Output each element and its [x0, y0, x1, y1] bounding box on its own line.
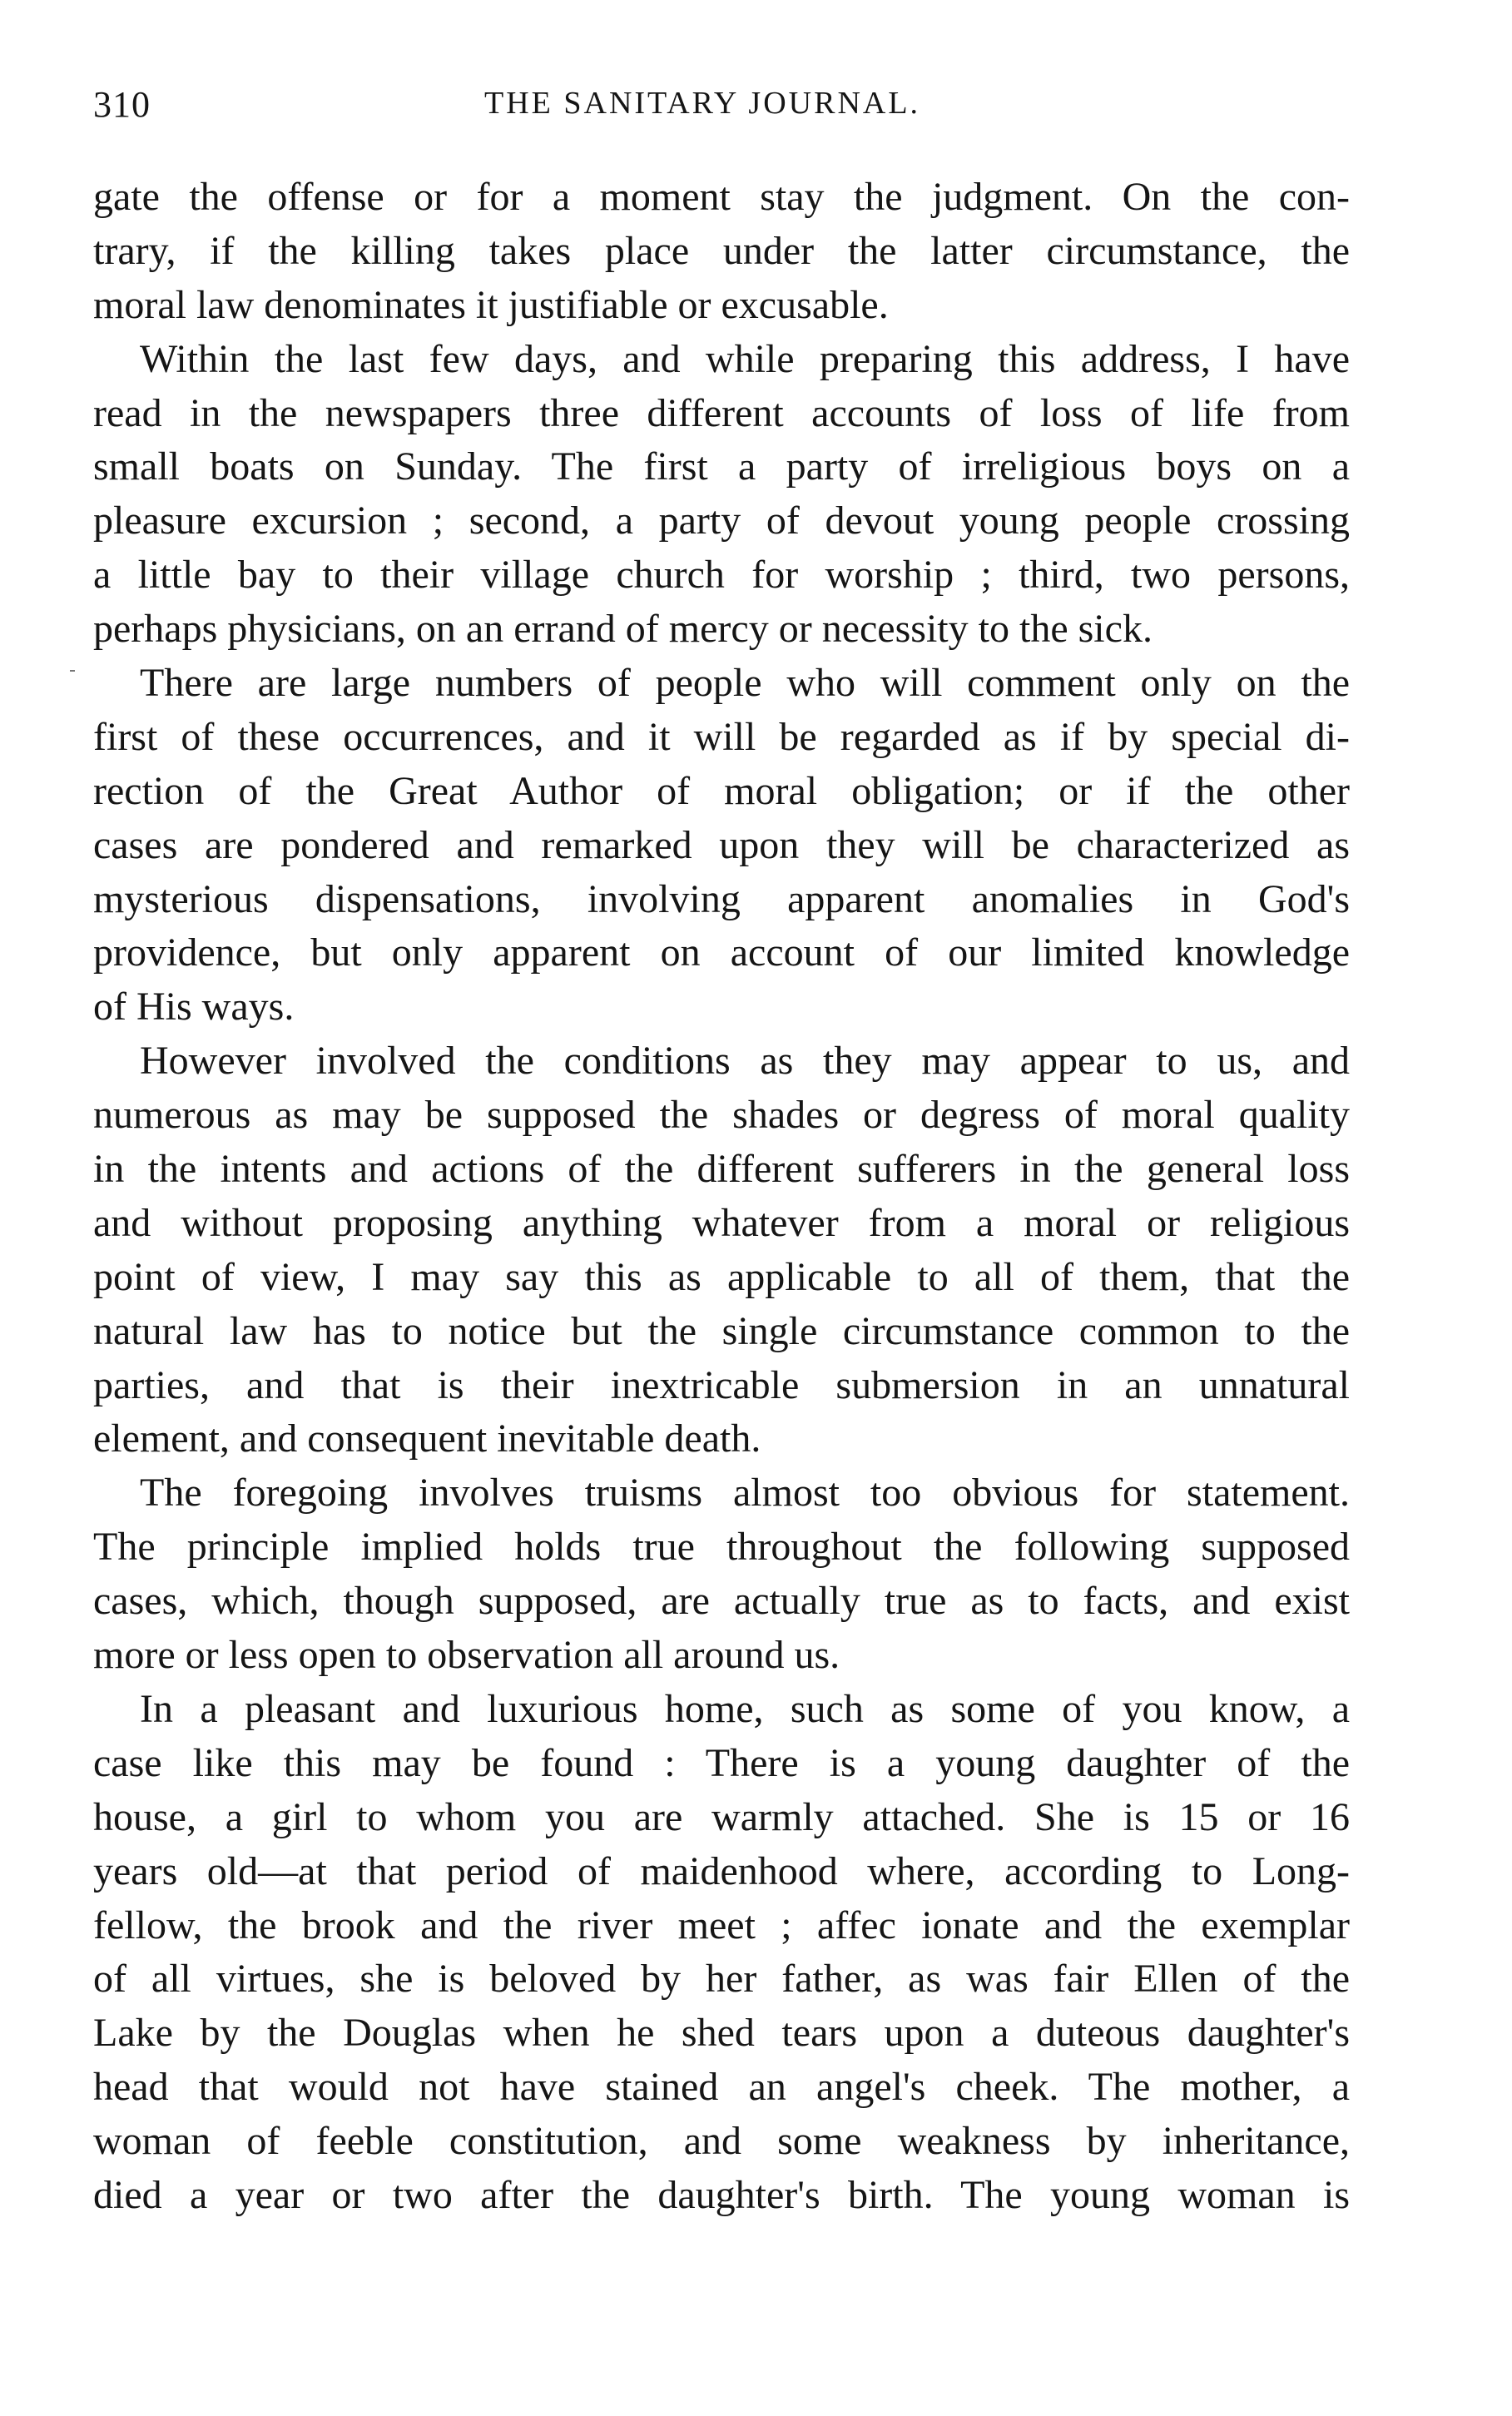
text-line: more or less open to observation all around us.	[93, 1633, 840, 1678]
text-line: However involved the conditions as they may appear to us, and	[140, 1039, 1350, 1084]
text-line: Within the last few days, and while preparing this address, I have	[140, 336, 1350, 381]
page-number: 310	[93, 84, 151, 125]
text-line: case like this may be found : There is a young daughter of the	[93, 1740, 1350, 1785]
text-line: and without proposing anything whatever from a moral or religious	[93, 1200, 1350, 1245]
paragraph	[93, 1683, 1350, 2223]
text-line: head that would not have stained an angel's cheek. The mother, a	[93, 2065, 1350, 2110]
text-line: The foregoing involves truisms almost too obvious for statement.	[140, 1471, 1350, 1516]
text-line: perhaps physicians, on an errand of mercy or necessity to the sick.	[93, 607, 1153, 652]
text-line: rection of the Great Author of moral obligation; or if the other	[93, 768, 1350, 813]
text-line: of His ways.	[93, 985, 295, 1029]
text-line: In a pleasant and luxurious home, such as some of you know, a	[140, 1686, 1350, 1731]
text-line: a little bay to their village church for worship ; third, two persons,	[93, 553, 1350, 598]
journal-title: THE SANITARY JOURNAL.	[484, 86, 921, 121]
text-line: woman of feeble constitution, and some weakness by inheritance,	[93, 2119, 1350, 2164]
text-line: The principle implied holds true throughout the following supposed	[93, 1525, 1350, 1570]
text-line: in the intents and actions of the different sufferers in the general loss	[93, 1147, 1350, 1192]
paragraph	[93, 171, 1350, 333]
text-line: providence, but only apparent on account of our limited knowledge	[93, 930, 1350, 975]
text-line: element, and consequent inevitable death.	[93, 1416, 761, 1461]
text-line: died a year or two after the daughter's birth. The young woman is	[93, 2172, 1350, 2217]
text-line: first of these occurrences, and it will be regarded as if by special di-	[93, 714, 1350, 759]
body-text	[93, 171, 1350, 2223]
text-line: trary, if the killing takes place under the latter circumstance, the	[93, 228, 1350, 273]
text-line: moral law denominates it justifiable or excusable.	[93, 282, 889, 327]
text-line: small boats on Sunday. The first a party of irreligious boys on a	[93, 444, 1350, 489]
paragraph	[93, 1466, 1350, 1683]
text-line: numerous as may be supposed the shades or degress of moral quality	[93, 1093, 1350, 1138]
text-line: gate the offense or for a moment stay the judgment. On the con-	[93, 175, 1350, 219]
text-line: read in the newspapers three different accounts of loss of life from	[93, 390, 1350, 435]
margin-mark	[70, 670, 75, 672]
paragraph	[93, 333, 1350, 657]
text-line: Lake by the Douglas when he shed tears upon a duteous daughter's	[93, 2011, 1350, 2056]
text-line: parties, and that is their inextricable submersion in an unnatural	[93, 1362, 1350, 1407]
text-line: years old—at that period of maidenhood where, according to Long-	[93, 1848, 1350, 1893]
text-line: point of view, I may say this as applicable to all of them, that the	[93, 1254, 1350, 1299]
text-line: cases, which, though supposed, are actually true as to facts, and exist	[93, 1579, 1350, 1624]
text-line: pleasure excursion ; second, a party of devout young people crossing	[93, 499, 1350, 543]
text-line: of all virtues, she is beloved by her father, as was fair Ellen of the	[93, 1957, 1350, 2002]
text-line: natural law has to notice but the single circumstance common to the	[93, 1308, 1350, 1353]
paragraph	[93, 1034, 1350, 1466]
text-line: cases are pondered and remarked upon they will be characterized as	[93, 822, 1350, 867]
text-line: fellow, the brook and the river meet ; affec ionate and the exemplar	[93, 1903, 1350, 1947]
text-line: There are large numbers of people who will comment only on the	[140, 661, 1350, 706]
text-line: house, a girl to whom you are warmly attached. She is 15 or 16	[93, 1794, 1350, 1839]
running-head	[93, 83, 1350, 133]
text-line: mysterious dispensations, involving apparent anomalies in God's	[93, 876, 1350, 921]
paragraph	[93, 657, 1350, 1034]
